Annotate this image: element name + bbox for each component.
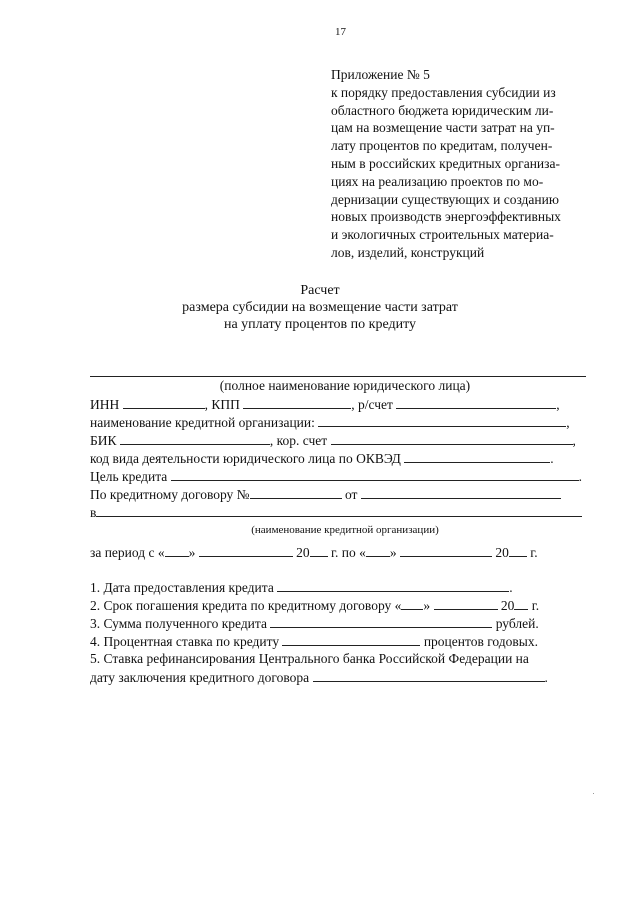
item-5-field[interactable]	[313, 668, 545, 682]
corr-label: , кор. счет	[269, 433, 328, 448]
period-quote: »	[188, 545, 196, 560]
purpose-dot: .	[578, 469, 583, 484]
item-2-quote: »	[423, 598, 431, 613]
okved-label: код вида деятельности юридического лица по ОКВЭД	[90, 451, 401, 466]
period-end-month-field[interactable]	[400, 543, 492, 557]
item-3-suffix: рублей.	[495, 616, 539, 631]
appendix-title: Приложение № 5	[331, 67, 430, 82]
item-2	[90, 596, 610, 614]
period-row	[90, 543, 600, 561]
period-to-label: г. по «	[331, 545, 366, 560]
okved-field[interactable]	[404, 449, 550, 463]
okved-row	[90, 449, 600, 467]
account-label: , р/счет	[351, 397, 393, 412]
item-1-label: 1. Дата предоставления кредита	[90, 580, 274, 595]
period-start-month-field[interactable]	[199, 543, 293, 557]
bank-name-label: наименование кредитной организации:	[90, 415, 315, 430]
item-4	[90, 632, 610, 650]
corr-field[interactable]	[331, 431, 573, 445]
purpose-row	[90, 467, 600, 485]
heading-line-3: на уплату процентов по кредиту	[223, 317, 417, 332]
scan-speck	[593, 793, 594, 794]
item-4-suffix: процентов годовых.	[423, 634, 538, 649]
item-2-day-field[interactable]	[401, 596, 423, 610]
kpp-field[interactable]	[243, 395, 351, 409]
item-4-label: 4. Процентная ставка по кредиту	[90, 634, 280, 649]
item-3	[90, 614, 610, 632]
bank-in-row	[90, 503, 600, 521]
heading-line-2: размера субсидии на возмещение части затрат	[182, 300, 458, 315]
bank-name-field[interactable]	[318, 413, 566, 427]
period-end-day-field[interactable]	[366, 543, 390, 557]
document-heading	[0, 282, 640, 333]
item-2-year-field[interactable]	[514, 596, 528, 610]
bank-caption: (наименование кредитной организации)	[251, 524, 439, 536]
item-2-label: 2. Срок погашения кредита по кредитному договору «	[90, 598, 402, 613]
purpose-label: Цель кредита	[90, 469, 168, 484]
period-end-year-prefix: 20	[495, 545, 509, 560]
contract-row	[90, 485, 600, 503]
period-start-day-field[interactable]	[165, 543, 189, 557]
appendix-line: дернизации существующих и созданию	[331, 191, 559, 207]
appendix-line: лату процентов по кредитам, получен-	[331, 138, 553, 154]
item-5-line-2	[90, 668, 610, 686]
bank-in-field[interactable]	[96, 503, 582, 517]
period-start-year-field[interactable]	[310, 543, 328, 557]
item-2-month-field[interactable]	[434, 596, 498, 610]
contract-date-field[interactable]	[361, 485, 561, 499]
item-1-field[interactable]	[277, 578, 509, 592]
inn-row	[90, 395, 600, 413]
purpose-field[interactable]	[171, 467, 579, 481]
inn-row-comma: ,	[556, 397, 560, 412]
legal-name-caption: (полное наименование юридического лица)	[219, 378, 471, 393]
inn-field[interactable]	[123, 395, 205, 409]
appendix-line: к порядку предоставления субсидии из	[331, 84, 556, 100]
contract-number-field[interactable]	[250, 485, 342, 499]
period-end-quote: »	[389, 545, 397, 560]
applicant-form	[90, 366, 600, 561]
calculation-items	[90, 578, 610, 686]
item-5-line-1: 5. Ставка рефинансирования Центрального банка Российской Федерации на	[90, 651, 529, 666]
appendix-line: цам на возмещение части затрат на уп-	[331, 120, 555, 136]
page-number: 17	[335, 26, 346, 38]
legal-name-field[interactable]	[90, 366, 586, 377]
period-end-suffix: г.	[530, 545, 538, 560]
appendix-block	[331, 66, 591, 262]
appendix-line: областного бюджета юридическим ли-	[331, 102, 554, 118]
period-start-year-prefix: 20	[296, 545, 310, 560]
bank-in-label: в	[90, 505, 97, 520]
contract-label: По кредитному договору №	[90, 487, 250, 502]
period-start-label: за период с «	[90, 545, 165, 560]
appendix-line: циях на реализацию проектов по мо-	[331, 173, 544, 189]
item-5-label: дату заключения кредитного договора	[90, 670, 310, 685]
appendix-line: новых производств энергоэффективных	[331, 209, 561, 225]
bank-row-comma: ,	[566, 415, 570, 430]
appendix-line: ным в российских кредитных организа-	[331, 155, 560, 171]
item-2-suffix: г.	[531, 598, 540, 613]
okved-dot: .	[550, 451, 554, 466]
bik-label: БИК	[90, 433, 117, 448]
item-2-year-prefix: 20	[500, 598, 515, 613]
bik-field[interactable]	[120, 431, 270, 445]
heading-line-1: Расчет	[300, 283, 340, 298]
item-3-field[interactable]	[270, 614, 492, 628]
account-field[interactable]	[396, 395, 556, 409]
appendix-line: лов, изделий, конструкций	[331, 244, 485, 260]
bik-row-comma: ,	[572, 433, 576, 448]
period-end-year-field[interactable]	[509, 543, 527, 557]
appendix-line: и экологичных строительных материа-	[331, 227, 554, 243]
kpp-label: , КПП	[204, 397, 240, 412]
item-1-dot: .	[509, 580, 513, 595]
bik-row	[90, 431, 600, 449]
item-1	[90, 578, 610, 596]
item-5-dot: .	[544, 670, 548, 685]
item-3-label: 3. Сумма полученного кредита	[90, 616, 267, 631]
inn-label: ИНН	[90, 397, 120, 412]
item-4-field[interactable]	[282, 632, 420, 646]
bank-name-row	[90, 413, 600, 431]
contract-from-label: от	[344, 487, 358, 502]
